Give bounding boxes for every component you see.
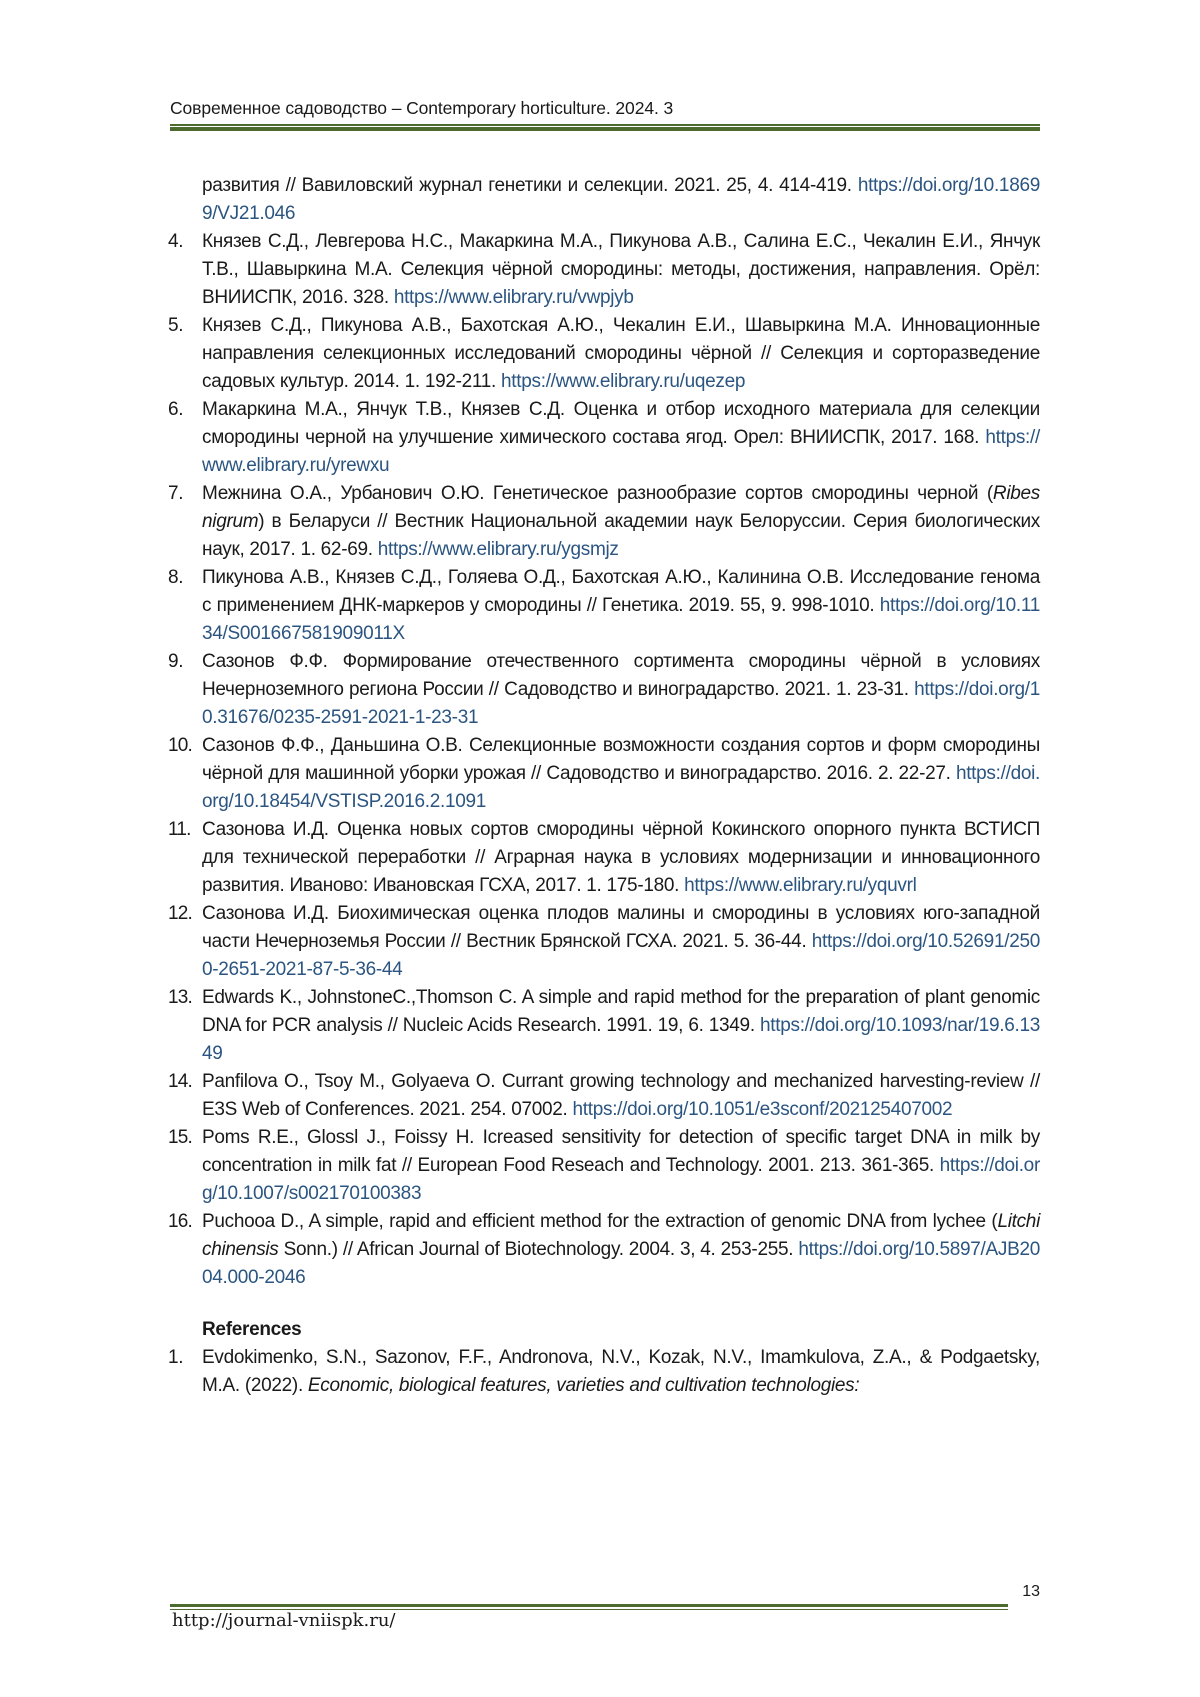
reference-item (168, 396, 1040, 480)
reference-number: 4. (168, 231, 184, 252)
reference-number: 1. (168, 1347, 184, 1368)
reference-text: Сазонова И.Д. Биохимическая оценка плодов малины и смородины в условиях юго-западной части Нечерноземья России // Вестник Брянской ГСХА. 2021. 5. 36-44. (202, 903, 1040, 952)
reference-link[interactable]: https://www.elibrary.ru/vwpjyb (393, 287, 634, 308)
species-name: Litchi chinensis (202, 1211, 1040, 1260)
reference-item (168, 1344, 1040, 1400)
reference-link[interactable]: https://doi.org/10.18454/VSTISP.2016.2.1091 (202, 763, 1040, 812)
reference-text: Poms R.E., Glossl J., Foissy H. Icreased sensitivity for detection of specific target DNA in milk by concentration in milk fat // European Food Reseach and Technology. 2001. 213. 361-365. (202, 1127, 1040, 1176)
page-content (168, 172, 1040, 1400)
footer-url[interactable]: http://journal-vniispk.ru/ (172, 1610, 396, 1631)
reference-text-after: Sonn.) // African Journal of Biotechnology. 2004. 3, 4. 253-255. (278, 1239, 794, 1260)
reference-number: 10. (168, 735, 193, 756)
reference-link[interactable]: https://doi.org/10.1093/nar/19.6.1349 (202, 1015, 1041, 1064)
reference-number: 7. (168, 483, 184, 504)
references-heading: References (202, 1319, 302, 1340)
reference-text: Пикунова А.В., Князев С.Д., Голяева О.Д., Бахотская А.Ю., Калинина О.В. Исследование генома с применением ДНК-маркеров у смородины // Генетика. 2019. 55, 9. 998-1010. (202, 567, 1040, 616)
reference-list-en (168, 1344, 1040, 1400)
reference-text: Макаркина М.А., Янчук Т.В., Князев С.Д. Оценка и отбор исходного материала для селекции смородины черной на улучшение химического состава ягод. Орел: ВНИИСПК, 2017. 168. (202, 399, 1040, 448)
reference-link[interactable]: https://www.elibrary.ru/yrewxu (202, 427, 1040, 476)
reference-item (168, 732, 1040, 816)
reference-item (168, 1208, 1040, 1292)
reference-item (168, 1124, 1040, 1208)
reference-link[interactable]: https://doi.org/10.1051/e3sconf/202125407002 (572, 1099, 953, 1120)
reference-text: Князев С.Д., Пикунова А.В., Бахотская А.Ю., Чекалин Е.И., Шавыркина М.А. Инновационные направления селекционных исследований смородины чёрной // Селекция и сорторазведение садовых культур. 2014. 1. 192-211. (202, 315, 1040, 392)
reference-link[interactable]: https://www.elibrary.ru/yquvrl (684, 875, 917, 896)
reference-item (168, 900, 1040, 984)
reference-text-after: ) в Беларуси // Вестник Национальной академии наук Белоруссии. Серия биологических наук, 2017. 1. 62-69. (202, 511, 1040, 560)
reference-number: 14. (168, 1071, 193, 1092)
reference-link[interactable]: https://www.elibrary.ru/ygsmjz (377, 539, 619, 560)
reference-title-italic: Economic, biological features, varieties and cultivation technologies: (307, 1375, 860, 1396)
reference-link[interactable]: https://doi.org/10.1007/s002170100383 (202, 1155, 1040, 1204)
reference-number: 12. (168, 903, 193, 924)
reference-item (168, 648, 1040, 732)
reference-number: 9. (168, 651, 184, 672)
reference-item (168, 312, 1040, 396)
page-number: 13 (1022, 1583, 1040, 1600)
species-name: Ribes nigrum (202, 483, 1040, 532)
continuation-link[interactable]: https://doi.org/10.18699/VJ21.046 (202, 175, 1040, 224)
reference-item (168, 984, 1040, 1068)
reference-link[interactable]: https://doi.org/10.52691/2500-2651-2021-87-5-36-44 (202, 931, 1040, 980)
reference-item (168, 228, 1040, 312)
reference-text: Сазонова И.Д. Оценка новых сортов смородины чёрной Кокинского опорного пункта ВСТИСП для технической переработки // Аграрная наука в условиях модернизации и инновационного развития. Иваново: Ивановская ГСХА, 2017. 1. 175-180. (202, 819, 1040, 896)
reference-number: 13. (168, 987, 193, 1008)
reference-number: 6. (168, 399, 184, 420)
reference-text: Князев С.Д., Левгерова Н.С., Макаркина М.А., Пикунова А.В., Салина Е.С., Чекалин Е.И., Янчук Т.В., Шавыркина М.А. Селекция чёрной смородины: методы, достижения, направления. Орёл: ВНИИСПК, 2016. 328. (202, 231, 1040, 308)
reference-number: 5. (168, 315, 184, 336)
reference-item (168, 1068, 1040, 1124)
reference-list-ru (168, 228, 1040, 1292)
reference-number: 16. (168, 1211, 193, 1232)
reference-link[interactable]: https://doi.org/10.5897/AJB2004.000-2046 (202, 1239, 1040, 1288)
reference-text: Evdokimenko, S.N., Sazonov, F.F., Andronova, N.V., Kozak, N.V., Imamkulova, Z.A., & Podgaetsky, M.A. (2022). (202, 1347, 1040, 1396)
reference-text: Edwards K., JohnstoneC.,Thomson C. A simple and rapid method for the preparation of plant genomic DNA for PCR analysis // Nucleic Acids Research. 1991. 19, 6. 1349. (202, 987, 1040, 1036)
reference-text-before: Межнина О.А., Урбанович О.Ю. Генетическое разнообразие сортов смородины черной ( (202, 483, 993, 504)
header-rule-thin (170, 124, 1040, 126)
reference-link[interactable]: https://doi.org/10.31676/0235-2591-2021-1-23-31 (202, 679, 1040, 728)
reference-item (168, 564, 1040, 648)
reference-continuation (168, 172, 1040, 228)
footer-rule-thick (170, 1604, 1008, 1607)
reference-number: 8. (168, 567, 184, 588)
reference-text: Сазонов Ф.Ф., Даньшина О.В. Селекционные возможности создания сортов и форм смородины чёрной для машинной уборки урожая // Садоводство и виноградарство. 2016. 2. 22-27. (202, 735, 1040, 784)
reference-text-before: Puchooa D., A simple, rapid and efficient method for the extraction of genomic DNA from lychee ( (202, 1211, 998, 1232)
header-rule-thick (170, 127, 1040, 131)
reference-number: 11. (168, 819, 191, 840)
reference-link[interactable]: https://doi.org/10.1134/S001667581909011X (202, 595, 1040, 644)
reference-number: 15. (168, 1127, 193, 1148)
reference-item (168, 480, 1040, 564)
reference-link[interactable]: https://www.elibrary.ru/uqezep (501, 371, 746, 392)
running-header: Современное садоводство – Contemporary horticulture. 2024. 3 (170, 98, 674, 118)
continuation-text: развития // Вавиловский журнал генетики и селекции. 2021. 25, 4. 414-419. (202, 175, 852, 196)
reference-item (168, 816, 1040, 900)
reference-text: Сазонов Ф.Ф. Формирование отечественного сортимента смородины чёрной в условиях Нечерноземного региона России // Садоводство и виноградарство. 2021. 1. 23-31. (202, 651, 1040, 700)
reference-text: Panfilova O., Tsoy M., Golyaeva O. Currant growing technology and mechanized harvesting-review // E3S Web of Conferences. 2021. 254. 07002. (202, 1071, 1040, 1120)
